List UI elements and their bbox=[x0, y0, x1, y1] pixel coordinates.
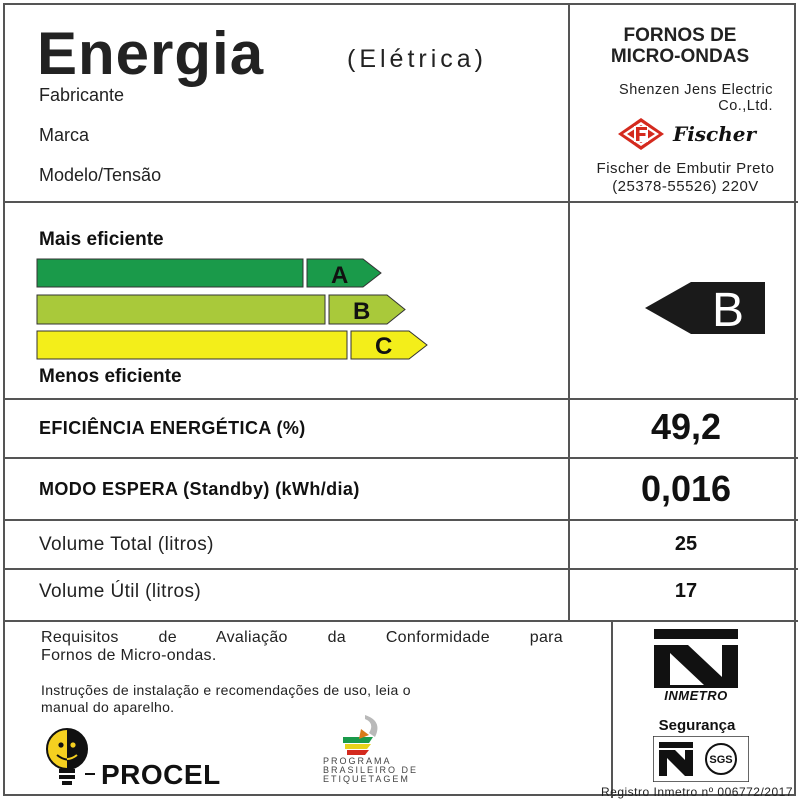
marca-label: Marca bbox=[39, 125, 90, 145]
rating-letter: B bbox=[711, 284, 745, 335]
instrucoes-line1: Instruções de instalação e recomendações de uso, leia o bbox=[41, 682, 411, 698]
efficiency-scale bbox=[35, 255, 435, 365]
efficiency-bar-a bbox=[37, 259, 381, 289]
fabricante-value-line1: Shenzen Jens Electric bbox=[619, 82, 773, 98]
modelo-value-line1: Fischer de Embutir Preto bbox=[596, 160, 775, 177]
pbe-line3: ETIQUETAGEM bbox=[323, 774, 410, 784]
efficiency-bar-c bbox=[37, 331, 427, 360]
volume-util-label: Volume Útil (litros) bbox=[39, 581, 202, 602]
product-line2: MICRO-ONDAS bbox=[610, 46, 750, 67]
procel-wordmark: PROCEL bbox=[101, 759, 221, 790]
divider-header bbox=[5, 201, 798, 203]
fischer-wordmark: Fischer bbox=[673, 122, 757, 146]
divider-row1 bbox=[5, 457, 798, 459]
requisitos-line1: Requisitos de Avaliação da Conformidade para bbox=[41, 629, 563, 646]
requisitos-line2: Fornos de Micro-ondas. bbox=[41, 647, 217, 664]
rating-arrow-shape bbox=[645, 282, 765, 334]
fischer-diamond bbox=[618, 118, 664, 150]
pbe-line1: PROGRAMA bbox=[323, 756, 392, 766]
efficiency-bar-b bbox=[37, 295, 405, 325]
product-type bbox=[580, 25, 780, 67]
footer-column-divider bbox=[611, 620, 613, 798]
bar-a-fill bbox=[37, 259, 303, 287]
divider-row4 bbox=[5, 620, 798, 622]
rating-arrow bbox=[645, 281, 769, 335]
bar-b-fill bbox=[37, 295, 325, 324]
volume-util-value: 17 bbox=[674, 580, 698, 602]
energy-label bbox=[3, 3, 796, 799]
fabricante-label: Fabricante bbox=[39, 85, 125, 105]
instrucoes-line2: manual do aparelho. bbox=[41, 699, 175, 715]
pbe-text bbox=[323, 757, 427, 784]
standby-value: 0,016 bbox=[640, 468, 732, 509]
modelo-value-line2: (25378-55526) 220V bbox=[612, 178, 759, 195]
inmetro-label: INMETRO bbox=[664, 688, 728, 703]
mais-eficiente-label: Mais eficiente bbox=[39, 229, 164, 250]
modelo-value bbox=[573, 160, 798, 196]
fabricante-value-line2: Co.,Ltd. bbox=[718, 98, 773, 114]
divider-row3 bbox=[5, 568, 798, 570]
inmetro-logo-icon bbox=[652, 627, 740, 689]
registro-inmetro: Registro Inmetro nº 006772/2017 bbox=[601, 785, 793, 799]
divider-row2 bbox=[5, 519, 798, 521]
eficiencia-value: 49,2 bbox=[650, 406, 722, 447]
pbe-line2: BRASILEIRO DE bbox=[323, 765, 419, 775]
inmetro-safety-seal-icon bbox=[653, 736, 749, 782]
volume-total-label: Volume Total (litros) bbox=[39, 534, 214, 555]
product-line1: FORNOS DE bbox=[623, 25, 737, 46]
title-energia: Energia bbox=[37, 20, 265, 87]
seguranca-label: Segurança bbox=[658, 717, 736, 734]
sgs-label: SGS bbox=[709, 754, 733, 766]
bar-a-letter: A bbox=[331, 262, 349, 289]
divider-efficiency bbox=[5, 398, 798, 400]
eficiencia-label: EFICIÊNCIA ENERGÉTICA (%) bbox=[39, 418, 306, 438]
standby-label: MODO ESPERA (Standby) (kWh/dia) bbox=[39, 479, 360, 499]
modelo-label: Modelo/Tensão bbox=[39, 165, 162, 185]
fischer-logo-icon bbox=[617, 117, 771, 151]
menos-eficiente-label: Menos eficiente bbox=[39, 366, 182, 387]
bar-b-letter: B bbox=[353, 298, 371, 325]
volume-total-value: 25 bbox=[674, 533, 698, 555]
bar-c-fill bbox=[37, 331, 347, 359]
title-eletrica: (Elétrica) bbox=[347, 45, 488, 73]
procel-bulb-icon bbox=[43, 727, 101, 787]
bar-c-letter: C bbox=[375, 333, 393, 360]
fabricante-value bbox=[565, 82, 773, 114]
pbe-logo-icon bbox=[335, 713, 391, 757]
